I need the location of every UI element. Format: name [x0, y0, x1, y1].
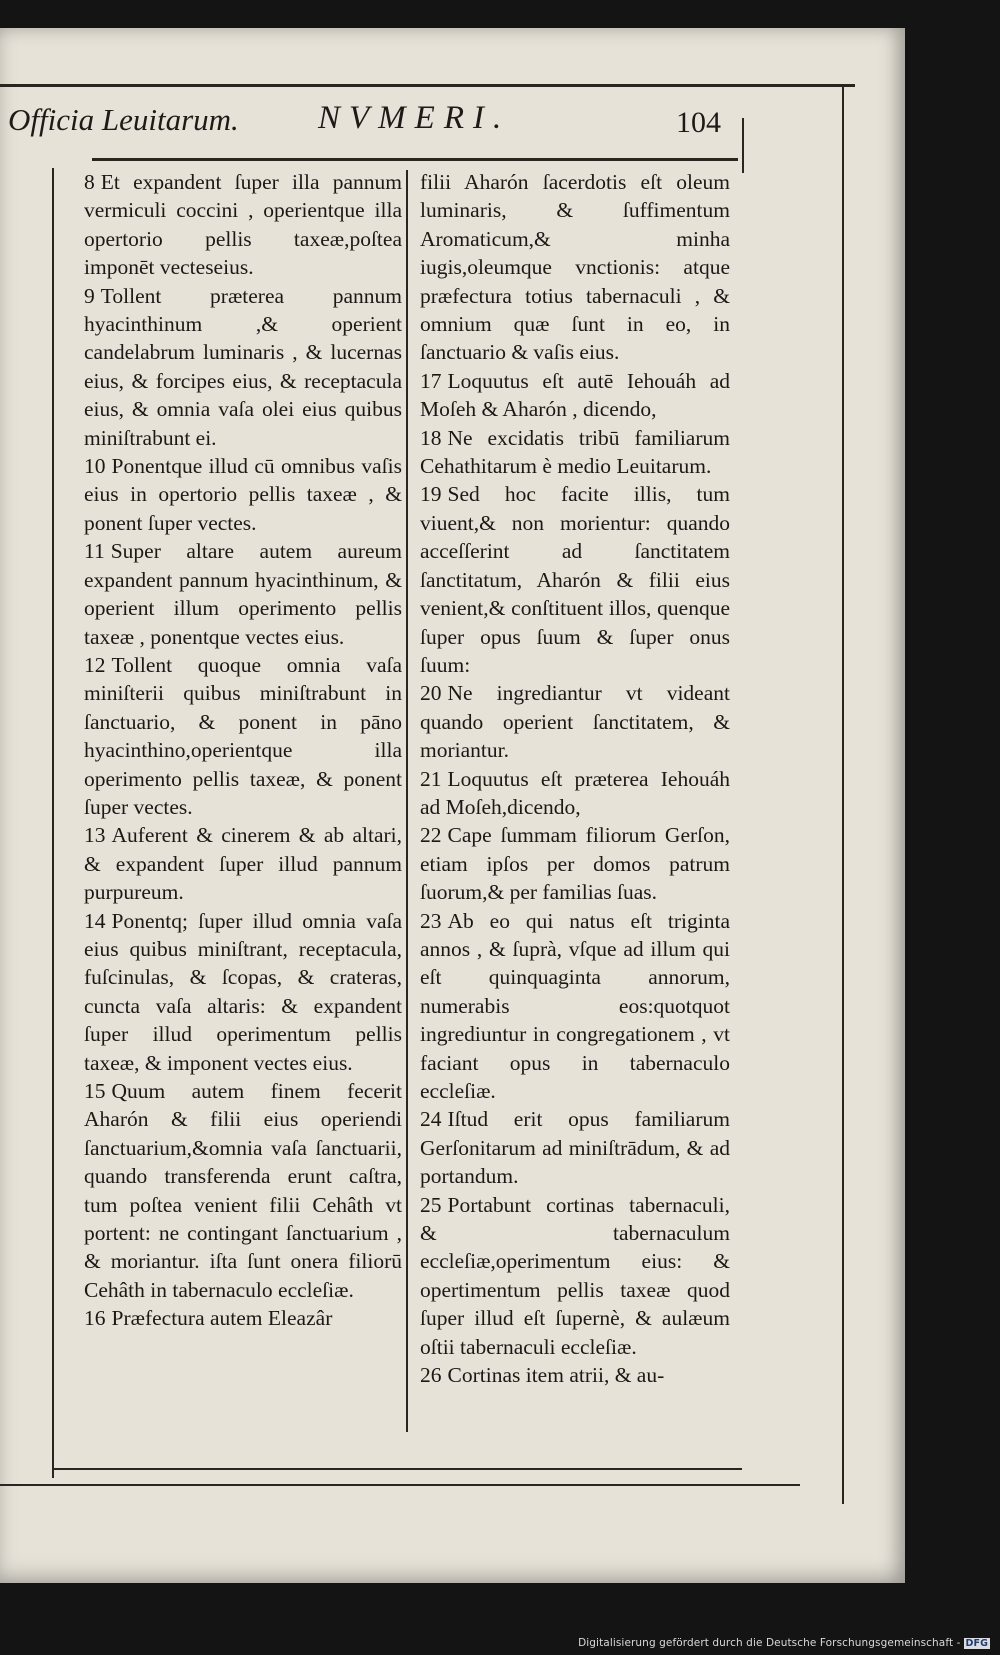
verse [84, 537, 402, 651]
verse [84, 282, 402, 452]
verse-number: 13 [84, 823, 106, 848]
verse [84, 651, 402, 821]
verse-number: 19 [420, 482, 442, 507]
header-underline [92, 158, 738, 161]
verse-text: Auferent & cinerem & ab altari, & expandent ſuper illud pannum purpureum. [84, 823, 402, 905]
credit-text: Digitalisierung gefördert durch die Deutsche Forschungsgemeinschaft - [578, 1637, 961, 1649]
verse-number: 25 [420, 1192, 442, 1217]
foot-rule [0, 1484, 800, 1486]
running-title: Officia Leuitarum. [8, 102, 239, 137]
verse-number: 24 [420, 1107, 442, 1132]
verse-text: Ab eo qui natus eſt triginta annos , & ſuprà, vſque ad illum qui eſt quinquaginta annorum, numerabis eos:quotquot ingrediuntur in congregationem , vt faciant opus in tabernaculo eccleſiæ. [420, 908, 730, 1103]
verse-number: 22 [420, 823, 442, 848]
verse [420, 1105, 730, 1190]
verse-text: Ne ingrediantur vt videant quando operient ſanctitatem, & moriantur. [420, 681, 730, 763]
dfg-logo: DFG [965, 1638, 988, 1649]
column-divider [406, 170, 408, 1432]
verse-text: Loquutus eſt autē Iehouáh ad Moſeh & Aharón , dicendo, [420, 368, 730, 422]
verse-number: 9 [84, 283, 95, 308]
verse [420, 168, 730, 367]
verse-text: Super altare autem aureum expandent pannum hyacinthinum, & operient illum operimento pellis taxeæ , ponentque vectes eius. [84, 539, 402, 649]
verse-number: 17 [420, 368, 442, 393]
verse-text: Cortinas item atrii, & au- [447, 1363, 665, 1388]
verse-text: Loquutus eſt præterea Iehouáh ad Moſeh,dicendo, [420, 766, 730, 819]
verse [420, 765, 730, 822]
left-rule [52, 168, 54, 1478]
bottom-rule [52, 1468, 742, 1470]
verse [84, 821, 402, 906]
verse [420, 821, 730, 906]
verse-number: 11 [84, 539, 105, 564]
verse-text: Ponentq; ſuper illud omnia vaſa eius quibus miniſtrant, receptacula, fuſcinulas, & ſcopas, & crateras, cuncta vaſa altaris: & expandent ſuper illud operimentum pellis taxeæ, & imponent vectes eius. [84, 908, 402, 1075]
verse-text: Et expandent ſuper illa pannum vermiculi coccini , operientque illa opertorio pellis taxeæ,poſtea imponēt vecteseius. [84, 170, 402, 280]
header-bar [742, 118, 744, 173]
verse-number: 20 [420, 681, 442, 706]
book-page [0, 28, 905, 1583]
right-rule [842, 86, 844, 1504]
verse-text: Iſtud erit opus familiarum Gerſonitarum ad miniſtrādum, & ad portandum. [420, 1107, 730, 1189]
verse [84, 907, 402, 1077]
verse-text: Ne excidatis tribū familiarum Cehathitarum è medio Leuitarum. [420, 425, 730, 479]
verse-number: 16 [84, 1306, 106, 1331]
verse [420, 1191, 730, 1361]
verse [420, 1361, 730, 1389]
verse-number: 10 [84, 454, 106, 479]
verse-text: filii Aharón ſacerdotis eſt oleum luminaris, & ſuffimentum Aromaticum,& minha iugis,oleumque vnctionis: atque præfectura totius tabernaculi , & omnium quæ ſunt in eo, in ſanctuario & vaſis eius. [420, 170, 730, 365]
verse-text: Ponentque illud cū omnibus vaſis eius in opertorio pellis taxeæ , & ponent ſuper vectes. [84, 454, 402, 535]
verse [84, 452, 402, 537]
verse [84, 1304, 402, 1332]
verse-text: Tollent quoque omnia vaſa miniſterii quibus miniſtrabunt in ſanctuario, & ponent in pāno hyacinthino,operientque illa operimento pellis taxeæ, & ponent ſuper vectes. [84, 652, 402, 819]
verse-text: Cape ſummam filiorum Gerſon, etiam ipſos per domos patrum ſuorum,& per familias ſuas. [420, 823, 730, 905]
verse-number: 18 [420, 425, 442, 450]
verse-text: Quum autem finem fecerit Aharón & filii eius operiendi ſanctuarium,&omnia vaſa ſanctuarii, quando transferenda erunt caſtra, tum poſtea venient filii Cehâth vt portent: ne contingant ſanctuarium , & moriantur. iſta ſunt onera filiorū Cehâth in tabernaculo eccleſiæ. [84, 1079, 402, 1302]
verse-number: 8 [84, 170, 95, 194]
right-column [420, 168, 730, 1438]
left-column [84, 168, 402, 1438]
verse [420, 907, 730, 1106]
book-title: NVMERI. [318, 100, 511, 136]
verse-number: 23 [420, 908, 442, 933]
page-header [8, 94, 738, 144]
verse-text: Præfectura autem Eleazâr [111, 1306, 333, 1331]
verse-number: 21 [420, 766, 442, 791]
top-rule [0, 84, 855, 87]
verse-number: 14 [84, 908, 106, 933]
verse-number: 15 [84, 1079, 106, 1103]
verse [84, 1077, 402, 1304]
verse-number: 12 [84, 652, 106, 677]
verse [420, 367, 730, 424]
verse-text: Tollent præterea pannum hyacinthinum ,& operient candelabrum luminaris , & lucernas eius, & forcipes eius, & receptacula eius, & omnia vaſa olei eius quibus miniſtrabunt ei. [84, 283, 402, 450]
verse [84, 168, 402, 282]
page-number: 104 [676, 106, 721, 139]
verse-number: 26 [420, 1363, 442, 1388]
digitization-credit [578, 1637, 990, 1649]
verse [420, 480, 730, 679]
verse-text: Sed hoc facite illis, tum viuent,& non morientur: quando acceſſerint ad ſanctitatem ſanctitatum, Aharón & filii eius venient,& conſtituent illos, quenque ſuper opus ſuum & ſuper onus ſuum: [420, 482, 730, 677]
verse [420, 424, 730, 481]
verse-text: Portabunt cortinas tabernaculi, & tabernaculum eccleſiæ,operimentum eius: & opertimentum pellis taxeæ quod ſuper illud eſt ſupernè, & aulæum oſtii tabernaculi eccleſiæ. [420, 1192, 730, 1359]
verse [420, 679, 730, 764]
